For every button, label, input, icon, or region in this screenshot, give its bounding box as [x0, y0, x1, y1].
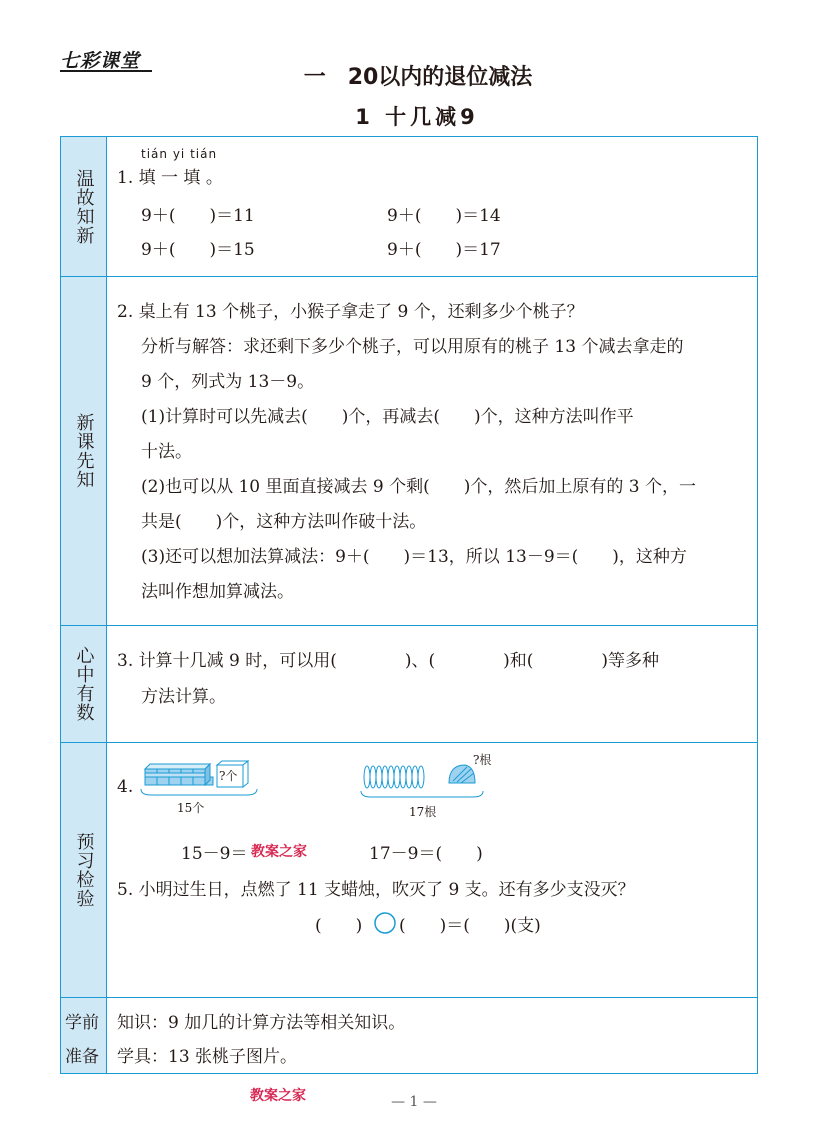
- section-new: [61, 277, 757, 626]
- worksheet-frame: [60, 136, 758, 1074]
- fill-item-1[interactable]: 9＋( )＝11: [141, 206, 255, 226]
- method-2-end[interactable]: 共是( )个，这种方法叫作破十法。: [141, 512, 427, 532]
- lesson-title: 1 十几减9: [355, 105, 479, 129]
- operator-circle[interactable]: [373, 911, 397, 935]
- section-label-review: 温故知新: [61, 137, 107, 276]
- method-3-line[interactable]: (3)还可以想加法算减法：9＋( )＝13，所以 13－9＝( )，这种方: [141, 547, 687, 567]
- question-3-end: 方法计算。: [141, 687, 226, 707]
- fill-item-3[interactable]: 9＋( )＝15: [141, 240, 255, 260]
- sticks-unknown-label: ?根: [473, 753, 492, 767]
- q5-answer-right[interactable]: ( )＝( )(支): [399, 916, 541, 936]
- prep-content: [107, 998, 757, 1073]
- section-prep: [61, 998, 757, 1073]
- watermark-stamp: 教案之家: [251, 844, 307, 860]
- method-1-end: 十法。: [141, 442, 192, 462]
- section-review: [61, 137, 757, 277]
- section-label-new: 新课先知: [61, 277, 107, 625]
- question-2: 2. 桌上有 13 个桃子，小猴子拿走了 9 个，还剩多少个桃子？: [117, 302, 584, 322]
- question-5: 5. 小明过生日，点燃了 11 支蜡烛，吹灭了 9 支。还有多少支没灭？: [117, 880, 635, 900]
- footer-watermark: 教案之家: [250, 1088, 306, 1104]
- question-3[interactable]: 3. 计算十几减 9 时，可以用( )、( )和( )等多种: [117, 651, 660, 671]
- cubes-unknown-label: ?个: [219, 769, 238, 783]
- analysis-line-2: 9 个，列式为 13－9。: [141, 372, 315, 392]
- section-mind: [61, 626, 757, 743]
- question-1: 1. 填 一 填 。: [117, 168, 223, 188]
- mind-content: [107, 626, 757, 742]
- prep-tools: 学具：13 张桃子图片。: [117, 1047, 298, 1067]
- preview-content: [107, 743, 757, 997]
- review-content: [107, 137, 757, 276]
- method-3-end: 法叫作想加算减法。: [141, 582, 294, 602]
- question-4: 4.: [117, 777, 134, 797]
- equation-1: 15－9＝: [181, 844, 248, 864]
- page-number: — 1 —: [391, 1094, 437, 1110]
- sticks-caption: 17根: [409, 805, 437, 819]
- method-2-line[interactable]: (2)也可以从 10 里面直接减去 9 个剩( )个，然后加上原有的 3 个，一: [141, 477, 697, 497]
- pinyin-hint: tián yi tián: [141, 147, 218, 161]
- unit-title: 一 20以内的退位减法: [303, 65, 533, 90]
- section-label-mind: 心中有数: [61, 626, 107, 742]
- fill-item-2[interactable]: 9＋( )＝14: [387, 206, 501, 226]
- brand-logo: 七彩课堂: [60, 50, 141, 72]
- section-preview: [61, 743, 757, 998]
- prep-knowledge: 知识：9 加几的计算方法等相关知识。: [117, 1013, 406, 1033]
- cubes-caption: 15个: [177, 801, 205, 815]
- analysis-line-1: 分析与解答：求还剩下多少个桃子，可以用原有的桃子 13 个减去拿走的: [141, 337, 684, 357]
- sticks-figure: [357, 755, 487, 801]
- cubes-figure: [137, 759, 267, 799]
- section-label-preview: 预习检验: [61, 743, 107, 997]
- q5-answer-left[interactable]: ( ): [315, 916, 363, 936]
- equation-2[interactable]: 17－9＝( ): [369, 844, 483, 864]
- new-content: [107, 277, 757, 625]
- section-label-prep: 学前 准备: [61, 998, 107, 1073]
- fill-item-4[interactable]: 9＋( )＝17: [387, 240, 501, 260]
- method-1-line[interactable]: (1)计算时可以先减去( )个，再减去( )个，这种方法叫作平: [141, 407, 634, 427]
